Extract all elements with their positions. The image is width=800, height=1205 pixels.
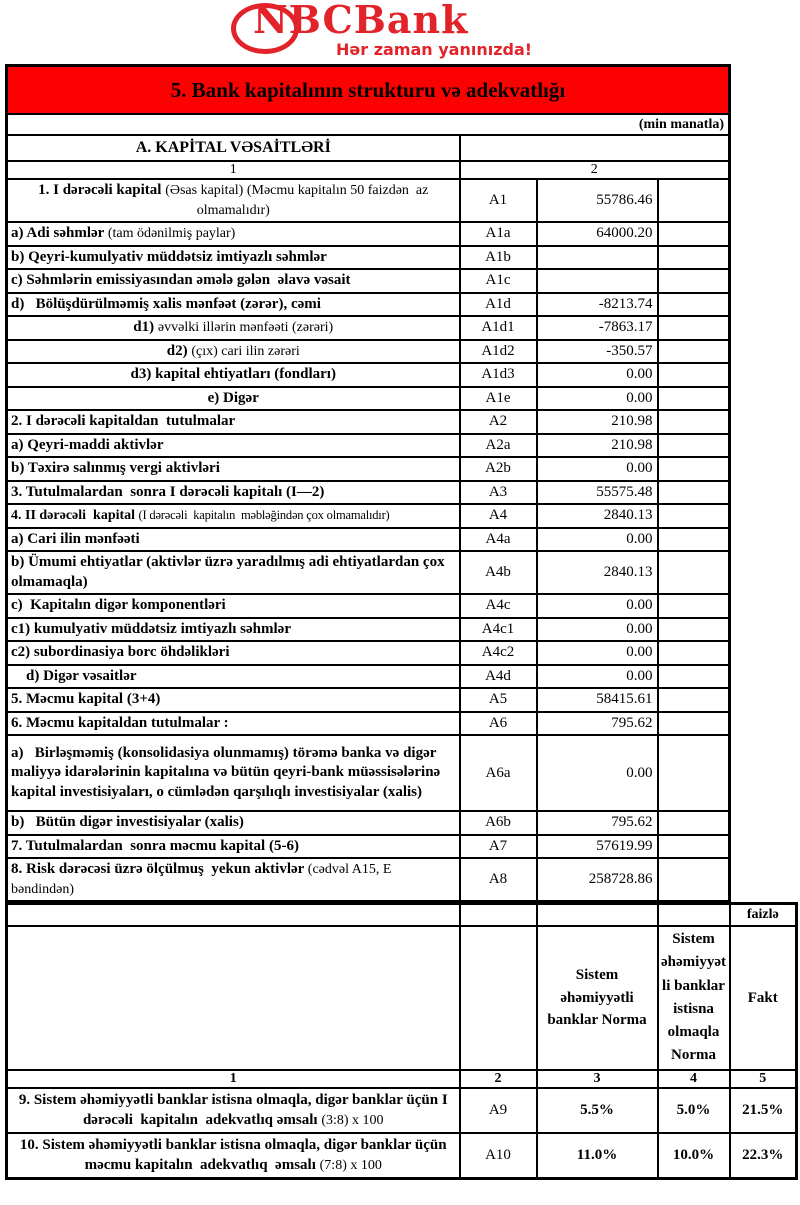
percent-note-row — [7, 904, 797, 927]
row-norm-non-systemic: 10.0% — [658, 1133, 730, 1179]
logo-brand-text: NBCBank — [253, 0, 469, 42]
row-label-main: 8. Risk dərəcəsi üzrə ölçülmuş yekun aktivlər — [11, 861, 308, 877]
lower-column-index-row — [7, 1070, 797, 1088]
row-code: A2b — [460, 457, 537, 481]
row-label — [7, 618, 460, 642]
row-label-note: (cədvəl A15, E bəndindən) — [11, 862, 395, 897]
row-label-main: 9. Sistem əhəmiyyətli banklar istisna olmaqla, digər banklar üçün I dərəcəli kapitalın adekvatlıq əmsalı — [18, 1091, 452, 1128]
row-value: -8213.74 — [537, 293, 658, 317]
row-code: A4 — [460, 504, 537, 528]
row-label-main: d3) kapital ehtiyatları (fondları) — [130, 366, 336, 382]
capital-row-A1b — [7, 246, 730, 270]
row-label — [7, 316, 460, 340]
row-label-note: əvvəlki illərin mənfəəti (zərəri) — [157, 320, 334, 335]
row-code: A3 — [460, 481, 537, 505]
capital-table — [5, 64, 731, 902]
logo-tagline: Hər zaman yanınızda! — [336, 40, 533, 59]
row-label-main: d2) — [166, 342, 192, 359]
row-code: A1e — [460, 387, 537, 411]
row-norm-non-systemic: 5.0% — [658, 1088, 730, 1133]
row-code: A4c2 — [460, 641, 537, 665]
row-label-note: (7:8) x 100 — [319, 1157, 382, 1173]
norm-header-empty-code — [460, 926, 537, 1070]
row-empty-cell — [658, 618, 730, 642]
row-label-main: b) Bütün digər investisiyalar (xalis) — [11, 814, 244, 830]
capital-row-A2a — [7, 434, 730, 458]
row-empty-cell — [658, 504, 730, 528]
capital-row-A4b — [7, 551, 730, 594]
row-value: 0.00 — [537, 528, 658, 552]
row-label — [7, 688, 460, 712]
row-label — [7, 712, 460, 736]
row-empty-cell — [658, 641, 730, 665]
lower-column-index-2: 2 — [460, 1070, 537, 1088]
norm-header-non-systemic: Sistem əhəmiyyətli banklar istisna olmaqla Norma — [658, 926, 730, 1070]
row-empty-cell — [658, 269, 730, 293]
row-value: 64000.20 — [537, 222, 658, 246]
capital-row-A7 — [7, 835, 730, 859]
row-value: 57619.99 — [537, 835, 658, 859]
row-code: A6 — [460, 712, 537, 736]
row-empty-cell — [658, 665, 730, 689]
row-value: 55575.48 — [537, 481, 658, 505]
row-value: 0.00 — [537, 594, 658, 618]
row-value: 258728.86 — [537, 858, 658, 901]
percent-note: faizlə — [730, 904, 797, 927]
row-empty-cell — [658, 179, 730, 222]
capital-row-A4 — [7, 504, 730, 528]
row-label — [7, 434, 460, 458]
row-label-main: c) Səhmlərin emissiyasından əmələ gələn əlavə vəsait — [11, 272, 351, 288]
row-label — [7, 594, 460, 618]
adequacy-row-A9 — [7, 1088, 797, 1133]
row-value: 0.00 — [537, 387, 658, 411]
capital-row-A6 — [7, 712, 730, 736]
row-value: 0.00 — [537, 641, 658, 665]
row-fact: 21.5% — [730, 1088, 797, 1133]
row-value: -350.57 — [537, 340, 658, 364]
column-index-row — [7, 161, 730, 179]
row-label-main: a) Adi səhmlər — [11, 225, 108, 241]
row-code: A4a — [460, 528, 537, 552]
norm-header-empty-label — [7, 926, 460, 1070]
row-label-main: b) Qeyri-kumulyativ müddətsiz imtiyazlı səhmlər — [11, 248, 327, 265]
row-code: A6a — [460, 735, 537, 811]
capital-row-A1e — [7, 387, 730, 411]
row-empty-cell — [658, 316, 730, 340]
row-label — [7, 269, 460, 293]
row-label-main: a) Qeyri-maddi aktivlər — [11, 436, 164, 453]
row-value: 0.00 — [537, 618, 658, 642]
percent-note-empty-3 — [537, 904, 658, 927]
row-value: 0.00 — [537, 735, 658, 811]
row-code: A7 — [460, 835, 537, 859]
row-label — [7, 387, 460, 411]
row-empty-cell — [658, 688, 730, 712]
row-label — [7, 410, 460, 434]
row-empty-cell — [658, 434, 730, 458]
row-label-main: 3. Tutulmalardan sonra I dərəcəli kapitalı (I—2) — [11, 483, 325, 500]
row-value: 2840.13 — [537, 504, 658, 528]
row-label — [7, 858, 460, 901]
row-fact: 22.3% — [730, 1133, 797, 1179]
row-label-main: d1) — [133, 319, 158, 335]
row-value: 55786.46 — [537, 179, 658, 222]
row-label-main: 4. II dərəcəli kapital — [11, 508, 139, 523]
row-empty-cell — [658, 811, 730, 835]
row-code: A1d2 — [460, 340, 537, 364]
capital-row-A1a — [7, 222, 730, 246]
percent-note-empty-1 — [7, 904, 460, 927]
lower-column-index-5: 5 — [730, 1070, 797, 1088]
row-label-main: c1) kumulyativ müddətsiz imtiyazlı səhmlər — [11, 620, 291, 637]
lower-column-index-4: 4 — [658, 1070, 730, 1088]
row-label-main: c) Kapitalın digər komponentləri — [11, 597, 226, 613]
row-code: A8 — [460, 858, 537, 901]
capital-row-A8 — [7, 858, 730, 901]
row-empty-cell — [658, 387, 730, 411]
row-value: -7863.17 — [537, 316, 658, 340]
row-code: A2a — [460, 434, 537, 458]
adequacy-table — [5, 902, 798, 1180]
row-label — [7, 222, 460, 246]
row-empty-cell — [658, 246, 730, 270]
capital-row-A3 — [7, 481, 730, 505]
row-code: A1 — [460, 179, 537, 222]
row-label — [7, 641, 460, 665]
adequacy-row-A10 — [7, 1133, 797, 1179]
capital-row-A6b — [7, 811, 730, 835]
row-empty-cell — [658, 222, 730, 246]
row-label — [7, 504, 460, 528]
row-empty-cell — [658, 293, 730, 317]
row-empty-cell — [658, 340, 730, 364]
row-code: A1d3 — [460, 363, 537, 387]
row-value: 210.98 — [537, 434, 658, 458]
row-label — [7, 179, 460, 222]
row-label-main: 7. Tutulmalardan sonra məcmu kapital (5-6) — [11, 837, 299, 854]
row-value: 795.62 — [537, 811, 658, 835]
report-title: 5. Bank kapitalının strukturu və adekvatlığı — [7, 66, 730, 115]
row-label — [7, 835, 460, 859]
capital-row-A1d — [7, 293, 730, 317]
row-label — [7, 340, 460, 364]
section-a-empty-cell — [460, 135, 730, 161]
row-code: A1d — [460, 293, 537, 317]
unit-note: (min manatla) — [7, 114, 730, 135]
row-label-main: 6. Məcmu kapitaldan tutulmalar : — [11, 714, 229, 731]
capital-row-A5 — [7, 688, 730, 712]
capital-row-A4a — [7, 528, 730, 552]
row-label-main: d) Bölüşdürülməmiş xalis mənfəət (zərər), cəmi — [11, 295, 321, 312]
row-code: A10 — [460, 1133, 537, 1179]
row-code: A1c — [460, 269, 537, 293]
capital-row-A1d1 — [7, 316, 730, 340]
row-label-note: (I dərəcəli kapitalın məbləğindən çox olmamalıdır) — [138, 508, 390, 522]
row-label-main: 1. I dərəcəli kapital — [38, 182, 166, 198]
row-label-note: (tam ödənilmiş paylar) — [107, 226, 236, 241]
row-empty-cell — [658, 858, 730, 901]
row-value: 795.62 — [537, 712, 658, 736]
capital-row-A1d2 — [7, 340, 730, 364]
fact-header: Fakt — [730, 926, 797, 1070]
row-label — [7, 293, 460, 317]
section-a-header: A. KAPİTAL VƏSAİTLƏRİ — [7, 135, 460, 161]
percent-note-empty-4 — [658, 904, 730, 927]
row-code: A2 — [460, 410, 537, 434]
row-code: A1b — [460, 246, 537, 270]
row-code: A6b — [460, 811, 537, 835]
row-code: A4b — [460, 551, 537, 594]
row-empty-cell — [658, 735, 730, 811]
row-norm-systemic: 11.0% — [537, 1133, 658, 1179]
row-label-main: b) Ümumi ehtiyatlar (aktivlər üzrə yaradılmış adi ehtiyatlardan çox olmamaqla) — [11, 554, 449, 590]
section-a-row — [7, 135, 730, 161]
lower-column-index-1: 1 — [7, 1070, 460, 1088]
row-empty-cell — [658, 594, 730, 618]
row-value: 2840.13 — [537, 551, 658, 594]
row-empty-cell — [658, 528, 730, 552]
capital-row-A1 — [7, 179, 730, 222]
row-empty-cell — [658, 410, 730, 434]
unit-note-row — [7, 114, 730, 135]
row-label-main: a) Cari ilin mənfəəti — [11, 530, 140, 547]
row-label — [7, 528, 460, 552]
row-code: A1d1 — [460, 316, 537, 340]
row-label — [7, 735, 460, 811]
norm-header-row — [7, 926, 797, 1070]
row-code: A4c — [460, 594, 537, 618]
row-empty-cell — [658, 712, 730, 736]
capital-row-A2 — [7, 410, 730, 434]
row-label — [7, 811, 460, 835]
row-code: A9 — [460, 1088, 537, 1133]
row-label — [7, 246, 460, 270]
row-empty-cell — [658, 457, 730, 481]
row-label — [7, 481, 460, 505]
capital-row-A4c — [7, 594, 730, 618]
row-label — [7, 457, 460, 481]
row-label-note: (Əsas kapital) (Məcmu kapitalın 50 faizdən az olmamalıdır) — [165, 183, 432, 218]
column-index-1: 1 — [7, 161, 460, 179]
row-empty-cell — [658, 363, 730, 387]
row-value: 0.00 — [537, 363, 658, 387]
column-index-2: 2 — [460, 161, 730, 179]
row-label-main: e) Digər — [207, 389, 259, 406]
row-label — [7, 1088, 460, 1133]
row-empty-cell — [658, 481, 730, 505]
row-code: A1a — [460, 222, 537, 246]
capital-row-A4d — [7, 665, 730, 689]
row-value — [537, 246, 658, 270]
row-label-note: (3:8) x 100 — [321, 1112, 384, 1128]
row-value: 0.00 — [537, 665, 658, 689]
row-label-main: c2) subordinasiya borc öhdəlikləri — [11, 644, 230, 660]
row-code: A4d — [460, 665, 537, 689]
capital-row-A1d3 — [7, 363, 730, 387]
norm-header-systemic: Sistem əhəmiyyətli banklar Norma — [537, 926, 658, 1070]
bank-logo — [5, 0, 800, 64]
capital-row-A4c1 — [7, 618, 730, 642]
row-value: 0.00 — [537, 457, 658, 481]
row-label-main: d) Digər vəsaitlər — [11, 667, 137, 684]
row-code: A5 — [460, 688, 537, 712]
row-value: 210.98 — [537, 410, 658, 434]
capital-row-A2b — [7, 457, 730, 481]
title-row — [7, 66, 730, 115]
row-label-main: 5. Məcmu kapital (3+4) — [11, 691, 161, 707]
row-label-main: 10. Sistem əhəmiyyətli banklar istisna olmaqla, digər banklar üçün məcmu kapitalın adekvatlıq əmsalı — [19, 1136, 451, 1173]
row-value — [537, 269, 658, 293]
row-empty-cell — [658, 551, 730, 594]
row-label-main: a) Birləşməmiş (konsolidasiya olunmamış) törəmə banka və digər maliyyə idarələrinin kapitalına və bütün qeyri-bank müəssisələrinə kapital investisiyaları, o cümlədən qarşılıqlı investisiyalar (xalis) — [11, 744, 444, 800]
row-label-note: (çıx) cari ilin zərəri — [191, 343, 300, 359]
percent-note-empty-2 — [460, 904, 537, 927]
row-empty-cell — [658, 835, 730, 859]
row-label-main: 2. I dərəcəli kapitaldan tutulmalar — [11, 413, 236, 429]
row-label — [7, 363, 460, 387]
row-label — [7, 665, 460, 689]
lower-column-index-3: 3 — [537, 1070, 658, 1088]
row-label-main: b) Təxirə salınmış vergi aktivləri — [11, 460, 220, 476]
capital-row-A1c — [7, 269, 730, 293]
row-value: 58415.61 — [537, 688, 658, 712]
capital-row-A6a — [7, 735, 730, 811]
row-norm-systemic: 5.5% — [537, 1088, 658, 1133]
capital-row-A4c2 — [7, 641, 730, 665]
row-code: A4c1 — [460, 618, 537, 642]
row-label — [7, 1133, 460, 1179]
row-label — [7, 551, 460, 594]
